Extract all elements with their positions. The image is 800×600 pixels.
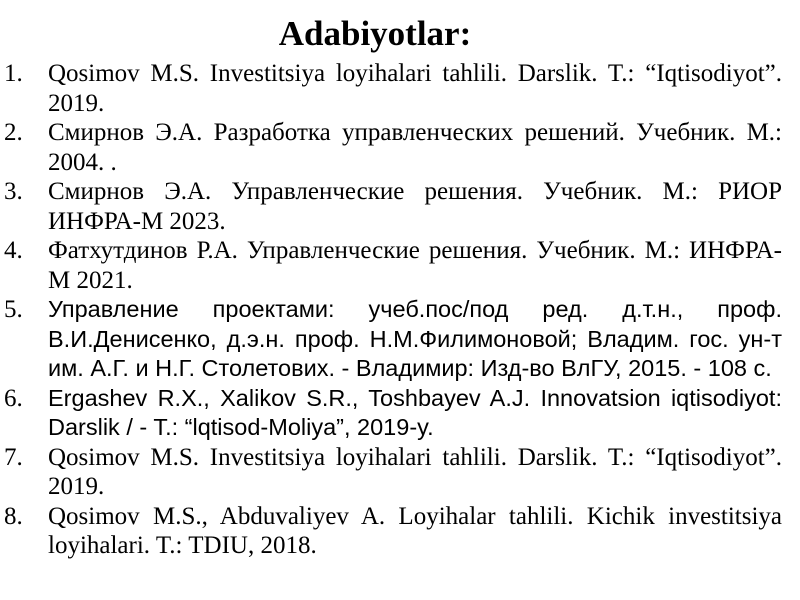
reference-text: Ergashev R.X., Xalikov S.R., Toshbayev A.J. Innovatsion iqtisodiyot: Darslik / - T.: “lqtisod-Moliya”, 2019-y. [48,384,782,440]
reference-text: Qosimov M.S. Investitsiya loyihalari tahlili. Darslik. T.: “Iqtisodiyot”. 2019. [48,60,782,117]
reference-text: Qosimov M.S., Abduvaliyev A. Loyihalar tahlili. Kichik investitsiya loyihalari. T.: TDIU, 2018. [48,502,782,559]
reference-item-2 [0,118,782,177]
reference-number: 6. [4,384,23,412]
reference-text: Смирнов Э.А. Управленческие решения. Учебник. М.: РИОР ИНФРА-М 2023. [48,178,782,235]
page-title: Adabiyotlar: [278,14,472,53]
reference-number: 8. [4,502,23,530]
reference-text: Смирнов Э.А. Разработка управленческих решений. Учебник. М.: 2004. . [48,119,782,176]
reference-number: 4. [4,237,23,264]
reference-item-8 [0,502,782,561]
reference-list [0,59,782,561]
reference-item-3 [0,177,782,236]
reference-text: Qosimov M.S. Investitsiya loyihalari tahlili. Darslik. T.: “Iqtisodiyot”. 2019. [48,443,782,500]
reference-item-4 [0,236,782,295]
reference-text: Фатхутдинов Р.А. Управленческие решения. Учебник. М.: ИНФРА-М 2021. [48,237,782,294]
reference-number: 7. [4,443,23,471]
reference-item-6 [0,384,782,443]
reference-item-5 [0,295,782,384]
reference-text: Управление проектами: учеб.пос/под ред. д.т.н., проф. В.И.Денисенко, д.э.н. проф. Н.М.Филимоновой; Владим. гос. ун-т им. А.Г. и Н.Г. Столетових. - Владимир: Изд-во ВлГУ, 2015. - 108 с. [48,296,782,381]
reference-item-1 [0,59,782,118]
reference-number: 5. [4,296,23,323]
reference-number: 3. [4,178,23,205]
reference-item-7 [0,443,782,502]
reference-number: 1. [4,60,23,87]
reference-number: 2. [4,119,23,146]
